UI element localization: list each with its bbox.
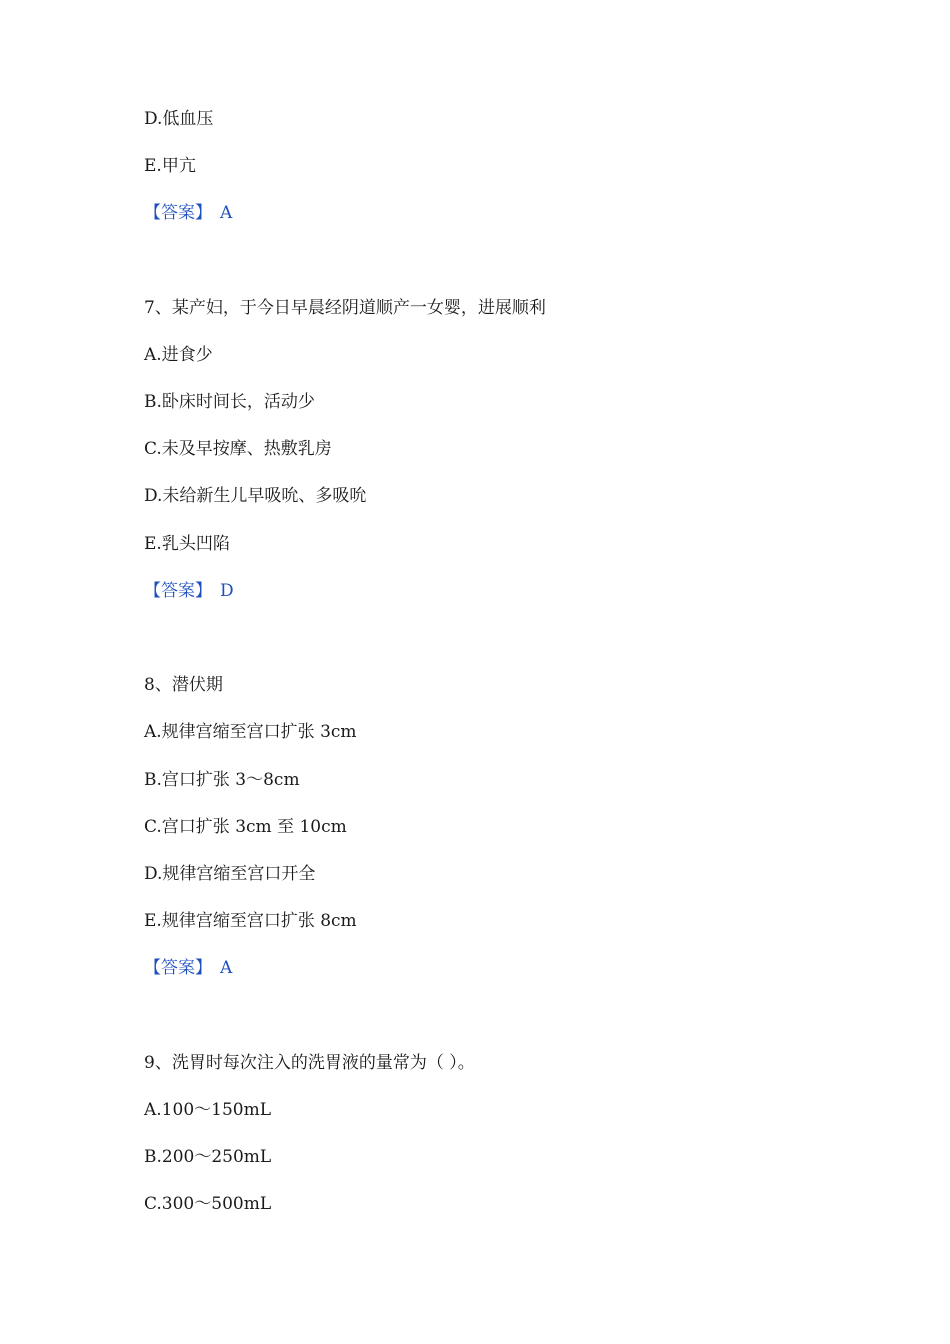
option-c: C.未及早按摩、热敷乳房 [144,439,332,459]
answer-label: 【答案】 [144,203,212,223]
answer-value: D [220,581,234,601]
option-a: A.100～150mL [144,1100,271,1120]
question-stem: 9、洗胃时每次注入的洗胃液的量常为（ ）。 [144,1053,475,1073]
option-d: D.规律宫缩至宫口开全 [144,864,316,884]
option-b: B.卧床时间长，活动少 [144,392,315,412]
option-c: C.300～500mL [144,1194,272,1214]
option-e: E.乳头凹陷 [144,534,230,554]
answer-line [144,956,232,980]
option-c: C.宫口扩张 3cm 至 10cm [144,817,347,837]
option-e: E.甲亢 [144,156,196,176]
question-stem: 7、某产妇，于今日早晨经阴道顺产一女婴，进展顺利 [144,298,546,318]
answer-label: 【答案】 [144,581,212,601]
option-a: A.进食少 [144,345,213,365]
answer-line [144,579,234,603]
answer-label: 【答案】 [144,958,212,978]
question-stem: 8、潜伏期 [144,675,223,695]
answer-line [144,201,232,225]
option-e: E.规律宫缩至宫口扩张 8cm [144,911,357,931]
answer-value: A [220,203,233,223]
option-d: D.低血压 [144,109,214,129]
option-a: A.规律宫缩至宫口扩张 3cm [144,722,357,742]
option-b: B.200～250mL [144,1147,272,1167]
answer-value: A [220,958,233,978]
option-b: B.宫口扩张 3～8cm [144,770,300,790]
option-d: D.未给新生儿早吸吮、多吸吮 [144,486,367,506]
